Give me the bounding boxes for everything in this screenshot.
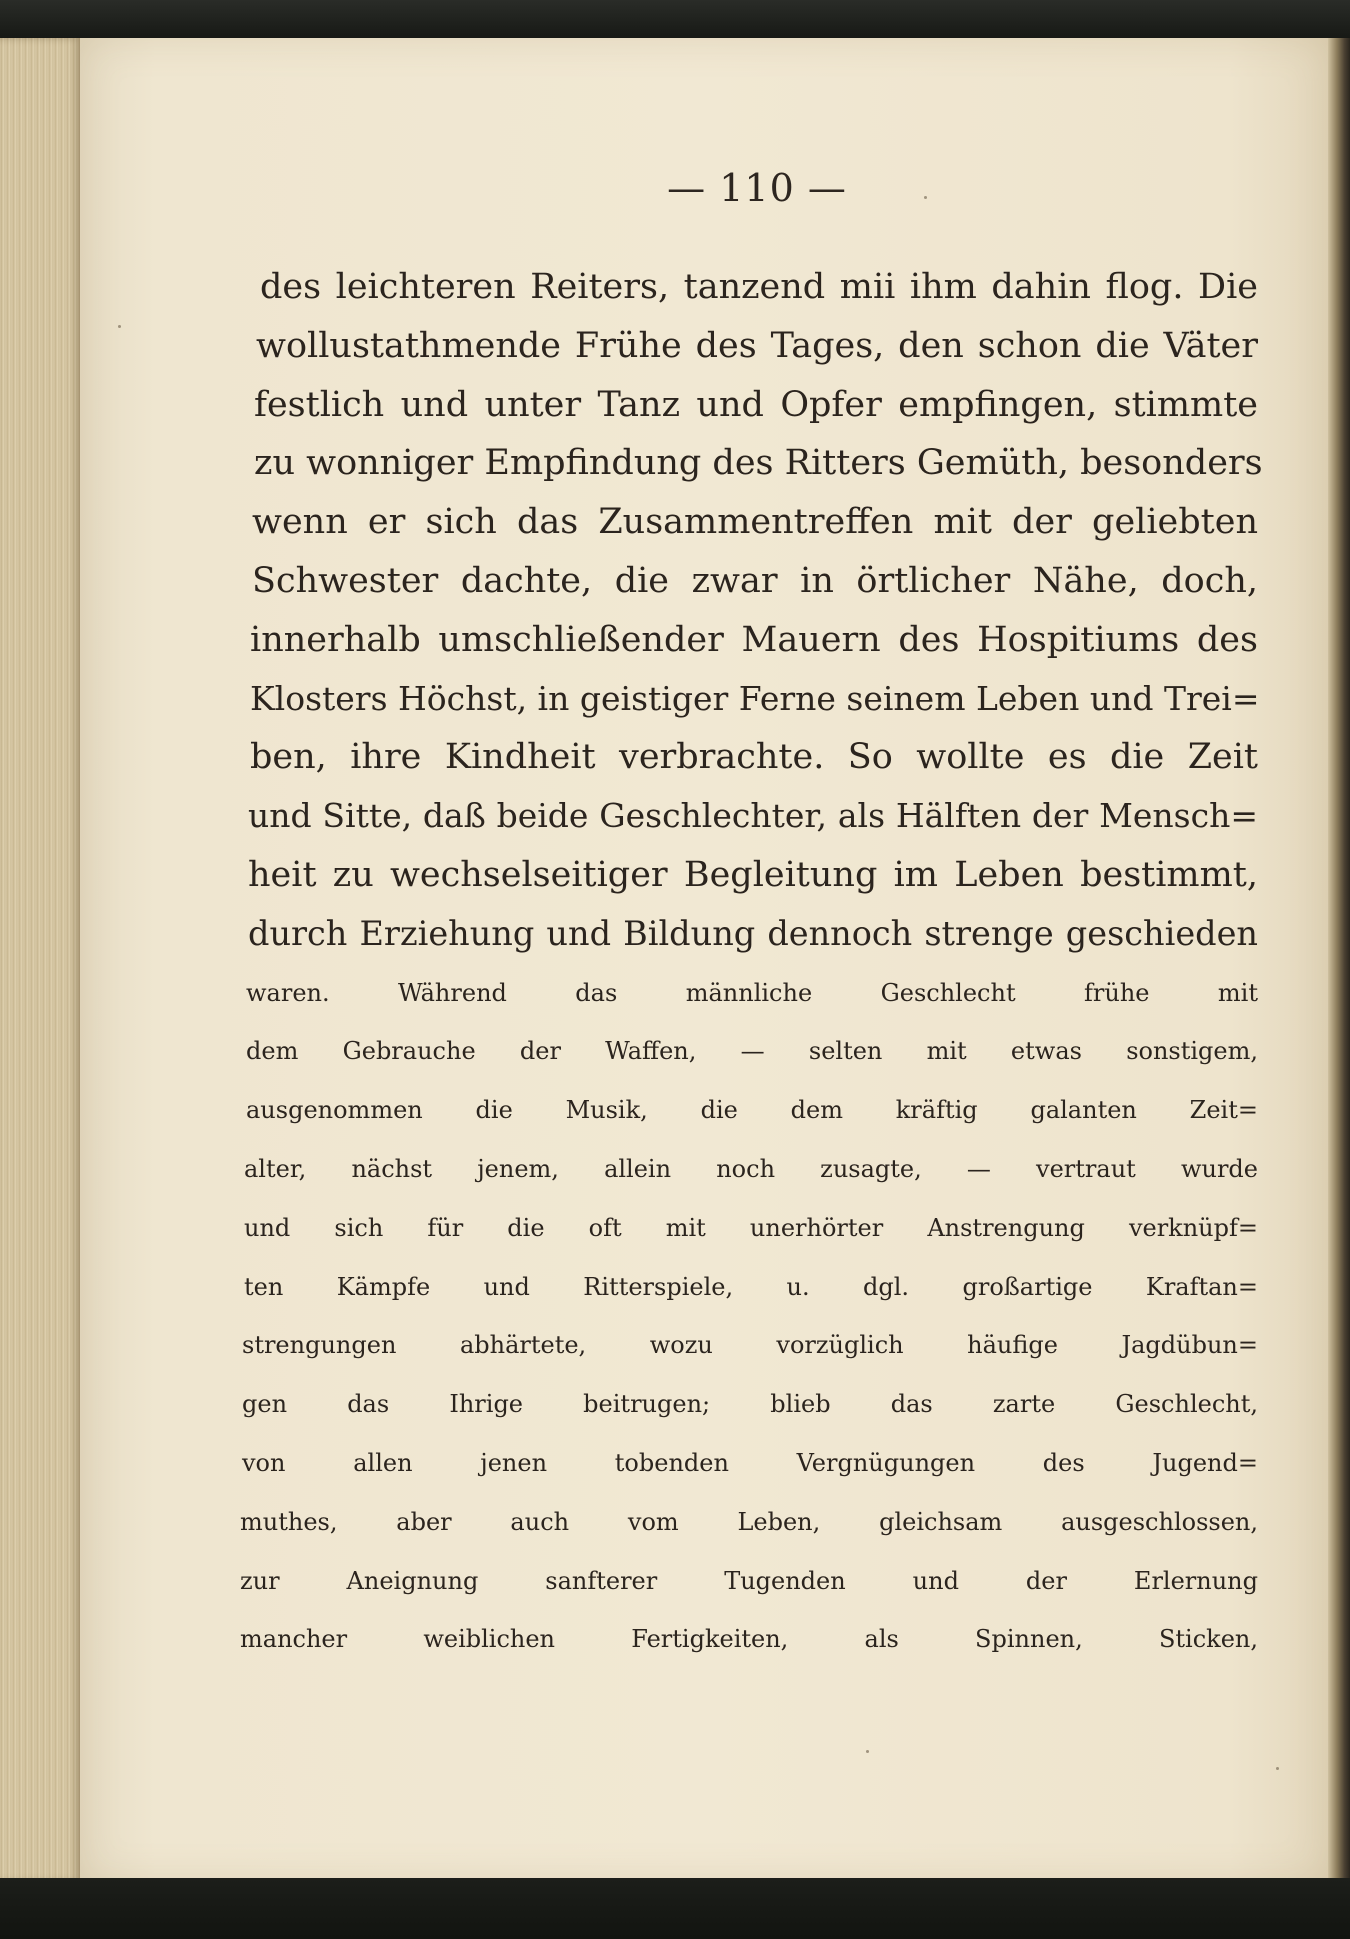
text-line: innerhalb umschließender Mauern des Hospitiums des xyxy=(250,619,1258,660)
binding-gutter xyxy=(1328,38,1350,1882)
text-line: des leichteren Reiters, tanzend mii ihm dahin flog. Die xyxy=(260,267,1258,307)
text-line: durch Erziehung und Bildung dennoch strenge geschieden xyxy=(248,913,1258,953)
text-line: Schwester dachte, die zwar in örtlicher Nähe, doch, xyxy=(252,560,1258,601)
text-line: wenn er sich das Zusammentreffen mit der geliebten xyxy=(252,502,1258,543)
paper-speck xyxy=(1276,1767,1279,1770)
text-line: festlich und unter Tanz und Opfer empfingen, stimmte xyxy=(254,384,1258,425)
page-number: — 110 — xyxy=(667,166,847,210)
text-line: Klosters Höchst, in geistiger Ferne seinem Leben und Trei= xyxy=(250,678,1260,718)
text-line: gen das Ihrige beitrugen; blieb das zarte Geschlecht, xyxy=(242,1390,1258,1419)
text-line: waren. Während das männliche Geschlecht frühe mit xyxy=(246,978,1258,1007)
text-line: strengungen abhärtete, wozu vorzüglich häufige Jagdübun= xyxy=(242,1331,1258,1360)
text-line: muthes, aber auch vom Leben, gleichsam ausgeschlossen, xyxy=(240,1507,1258,1536)
text-line: ausgenommen die Musik, die dem kräftig galanten Zeit= xyxy=(246,1096,1258,1125)
text-line: zur Aneignung sanfterer Tugenden und der Erlernung xyxy=(240,1566,1258,1595)
text-line: heit zu wechselseitiger Begleitung im Leben bestimmt, xyxy=(248,854,1258,895)
binding-board-bottom xyxy=(0,1878,1350,1939)
text-line: zu wonniger Empfindung des Ritters Gemüth, besonders xyxy=(254,443,1263,484)
text-line: wollustathmende Frühe des Tages, den schon die Väter xyxy=(256,325,1258,366)
text-line: ben, ihre Kindheit verbrachte. So wollte es die Zeit xyxy=(250,737,1258,778)
paper-speck xyxy=(924,196,927,199)
body-text xyxy=(240,258,1263,1669)
binding-board-top xyxy=(0,0,1350,40)
text-line: und sich für die oft mit unerhörter Anstrengung verknüpf= xyxy=(244,1213,1258,1242)
text-line: ten Kämpfe und Ritterspiele, u. dgl. großartige Kraftan= xyxy=(244,1272,1258,1301)
text-line: und Sitte, daß beide Geschlechter, als Hälften der Mensch= xyxy=(248,796,1258,836)
text-line: mancher weiblichen Fertigkeiten, als Spinnen, Sticken, xyxy=(240,1625,1258,1654)
text-line: dem Gebrauche der Waffen, — selten mit etwas sonstigem, xyxy=(246,1037,1258,1066)
page-stack-edges xyxy=(0,38,82,1882)
text-line: von allen jenen tobenden Vergnügungen des Jugend= xyxy=(242,1448,1258,1477)
text-line: alter, nächst jenem, allein noch zusagte, — vertraut wurde xyxy=(244,1154,1258,1183)
paper-speck xyxy=(118,325,121,328)
paper-speck xyxy=(866,1750,869,1753)
